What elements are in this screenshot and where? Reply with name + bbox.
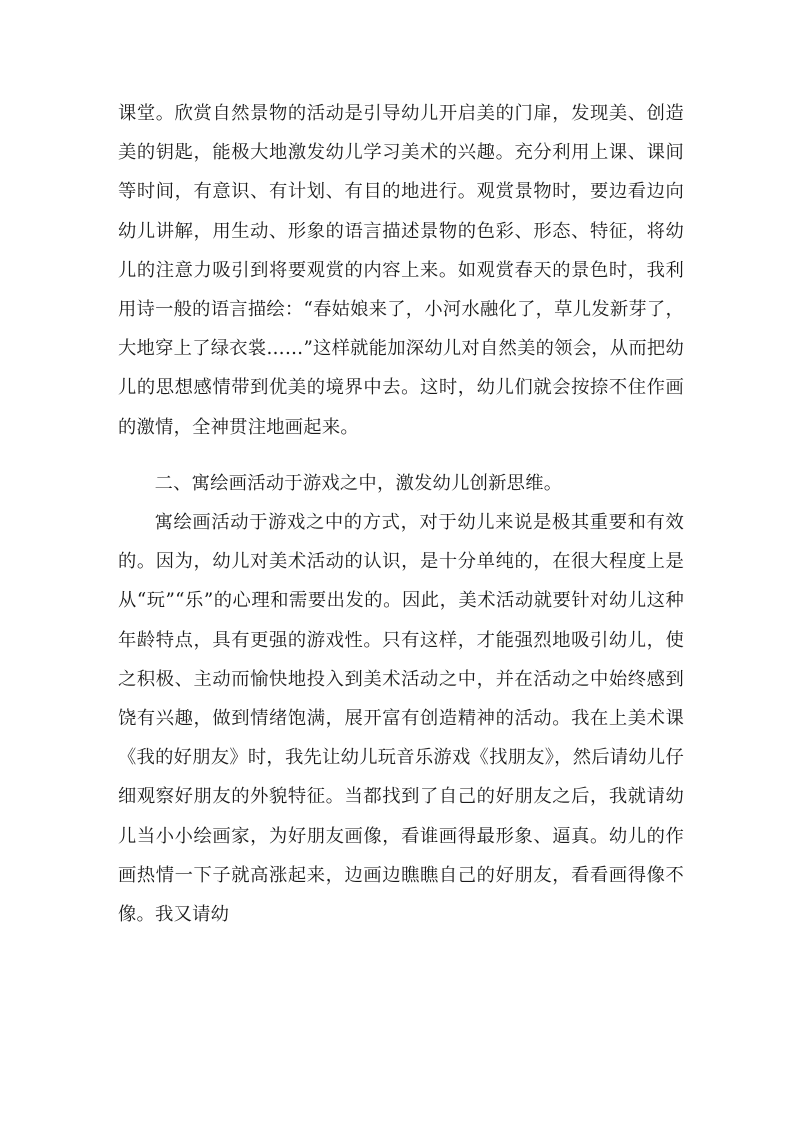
section-heading: 二、寓绘画活动于游戏之中，激发幼儿创新思维。	[154, 472, 563, 494]
document-body	[118, 94, 684, 934]
paragraph-continued: 课堂。欣赏自然景物的活动是引导幼儿开启美的门扉，发现美、创造美的钥匙，能极大地激发幼儿学习美术的兴趣。充分利用上课、课间等时间，有意识、有计划、有目的地进行。观赏景物时，要边看边向幼儿讲解，用生动、形象的语言描述景物的色彩、形态、特征，将幼儿的注意力吸引到将要观赏的内容上来。如观赏春天的景色时，我利用诗一般的语言描绘：“春姑娘来了，小河水融化了，草儿发新芽了，大地穿上了绿衣裳……”这样就能加深幼儿对自然美的领会，从而把幼儿的思想感情带到优美的境界中去。这时，幼儿们就会按捺不住作画的激情，全神贯注地画起来。	[118, 103, 684, 438]
paragraph-body: 寓绘画活动于游戏之中的方式，对于幼儿来说是极其重要和有效的。因为，幼儿对美术活动的认识，是十分单纯的，在很大程度上是从“玩”“乐”的心理和需要出发的。因此，美术活动就要针对幼儿这种年龄特点，具有更强的游戏性。只有这样，才能强烈地吸引幼儿，使之积极、主动而愉快地投入到美术活动之中，并在活动之中始终感到饶有兴趣，做到情绪饱满，展开富有创造精神的活动。我在上美术课《我的好朋友》时，我先让幼儿玩音乐游戏《找朋友》，然后请幼儿仔细观察好朋友的外貌特征。当都找到了自己的好朋友之后，我就请幼儿当小小绘画家，为好朋友画像，看谁画得最形象、逼真。幼儿的作画热情一下子就高涨起来，边画边瞧瞧自己的好朋友，看看画得像不像。我又请幼	[118, 512, 684, 926]
